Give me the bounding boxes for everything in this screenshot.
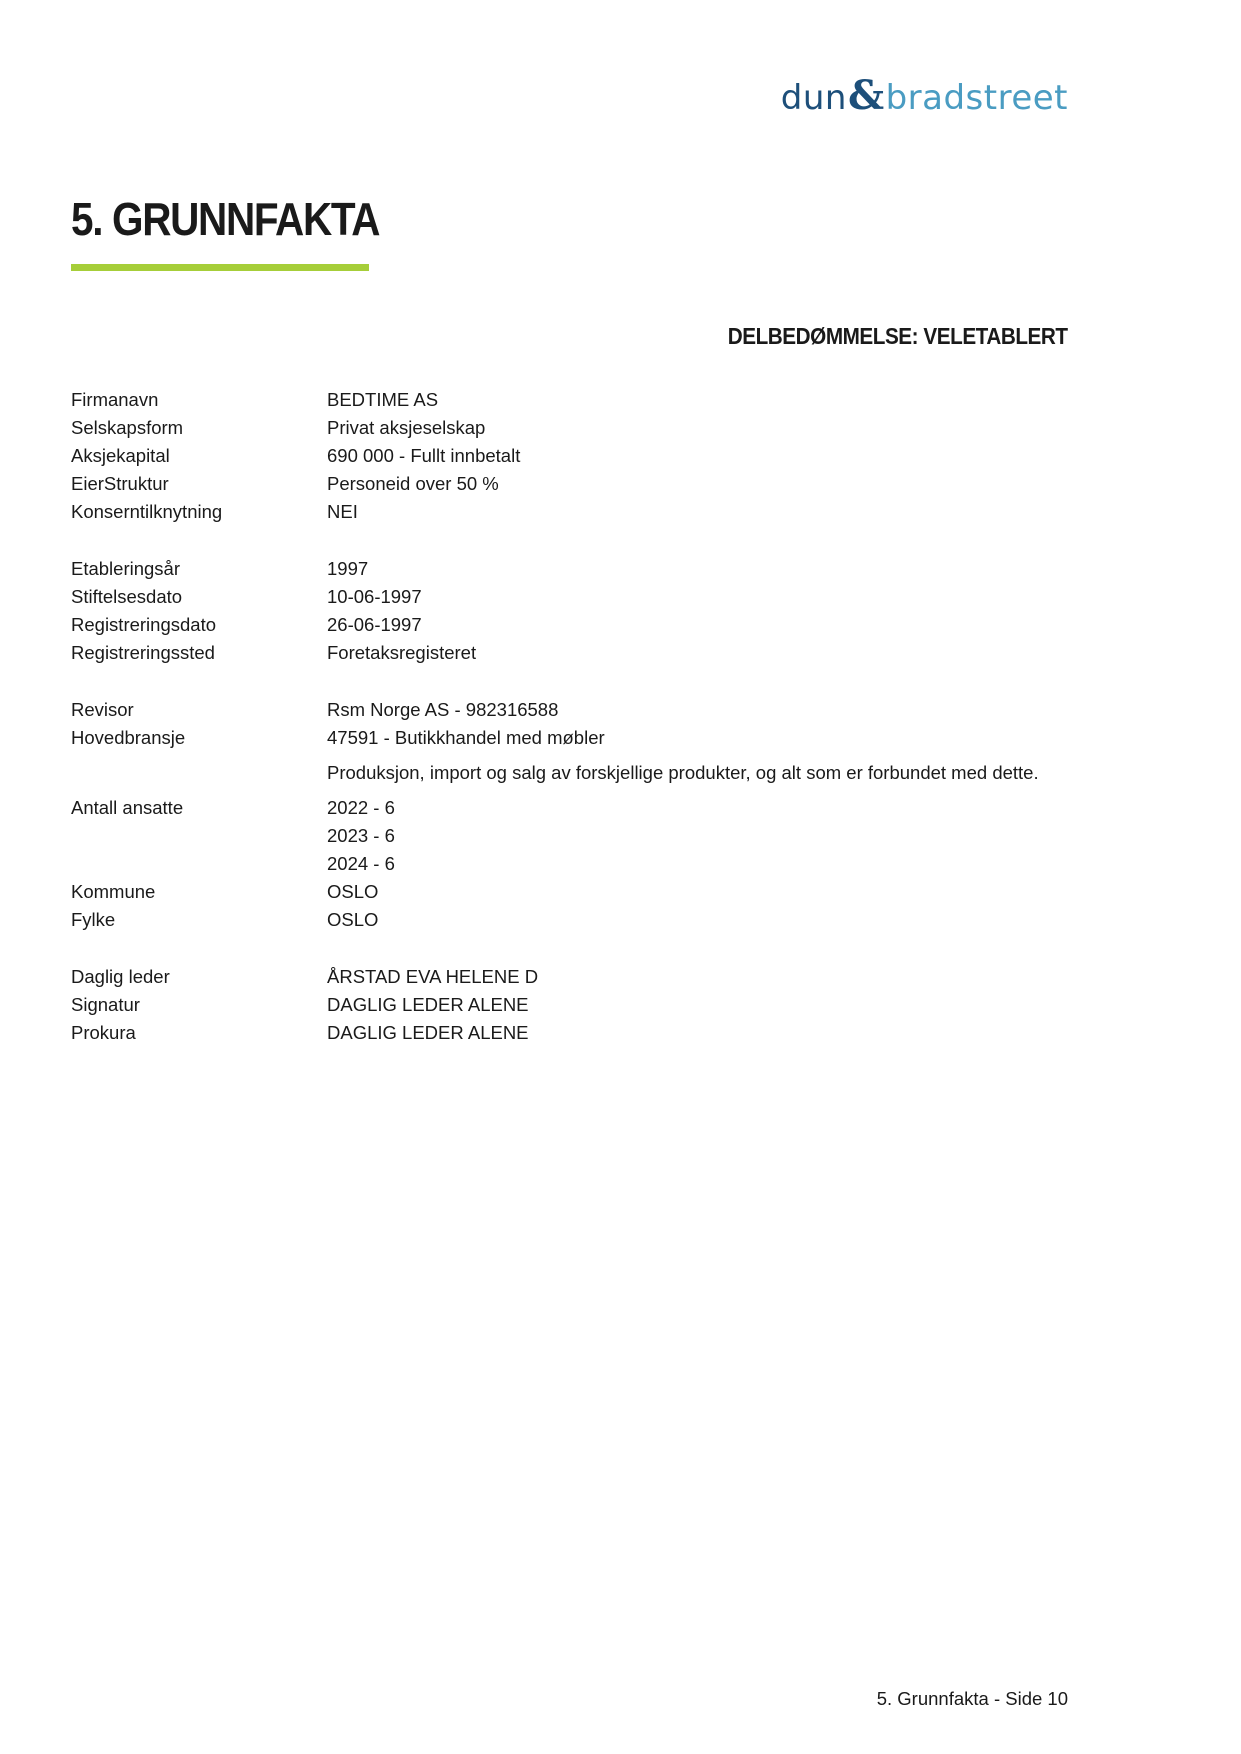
fact-row-registreringsdato xyxy=(71,611,1071,639)
fact-row-beskrivelse xyxy=(71,759,1071,787)
fact-row-stiftelsesdato xyxy=(71,583,1071,611)
title-underline xyxy=(71,264,369,271)
fact-value: 10-06-1997 xyxy=(327,586,422,607)
fact-label: Firmanavn xyxy=(71,389,159,410)
section-title: 5. GRUNNFAKTA xyxy=(71,193,380,245)
facts-table xyxy=(71,386,1071,1047)
fact-row-etableringsar xyxy=(71,555,1071,583)
fact-label: Selskapsform xyxy=(71,417,184,438)
fact-value-description: Produksjon, import og salg av forskjellige produkter, og alt som er forbundet med dette. xyxy=(327,762,1039,783)
fact-row-antall-ansatte xyxy=(71,794,1071,822)
fact-value: DAGLIG LEDER ALENE xyxy=(327,994,529,1015)
fact-label: Hovedbransje xyxy=(71,727,186,748)
fact-row-signatur xyxy=(71,991,1071,1019)
fact-row-antall-ansatte-3 xyxy=(71,850,1071,878)
fact-label-empty xyxy=(71,850,327,878)
fact-value: 2022 - 6 xyxy=(327,797,395,818)
fact-label: Revisor xyxy=(71,699,134,720)
fact-label: Antall ansatte xyxy=(71,797,184,818)
fact-value: 690 000 - Fullt innbetalt xyxy=(327,445,521,466)
fact-label: Prokura xyxy=(71,1022,136,1043)
fact-label: Daglig leder xyxy=(71,966,170,987)
fact-label: Fylke xyxy=(71,909,116,930)
fact-value: OSLO xyxy=(327,909,379,930)
logo-ampersand: & xyxy=(847,72,885,119)
page-footer: 5. Grunnfakta - Side 10 xyxy=(876,1688,1068,1709)
fact-value: Rsm Norge AS - 982316588 xyxy=(327,699,559,720)
fact-label: Stiftelsesdato xyxy=(71,586,183,607)
fact-row-aksjekapital xyxy=(71,442,1071,470)
spacer xyxy=(71,934,1071,963)
fact-value: BEDTIME AS xyxy=(327,389,439,410)
fact-label: Kommune xyxy=(71,881,156,902)
fact-label-empty xyxy=(71,759,327,787)
fact-value: 1997 xyxy=(327,558,369,579)
fact-row-daglig-leder xyxy=(71,963,1071,991)
fact-row-selskapsform xyxy=(71,414,1071,442)
fact-label: Registreringsdato xyxy=(71,614,216,635)
dun-bradstreet-logo xyxy=(780,72,1068,119)
fact-label: Aksjekapital xyxy=(71,445,170,466)
logo-text-dun: dun xyxy=(780,78,847,118)
fact-value: DAGLIG LEDER ALENE xyxy=(327,1022,529,1043)
fact-label: Konserntilknytning xyxy=(71,501,223,522)
fact-value: Privat aksjeselskap xyxy=(327,417,486,438)
fact-value: 2024 - 6 xyxy=(327,853,395,874)
fact-row-kommune xyxy=(71,878,1071,906)
fact-value: OSLO xyxy=(327,881,379,902)
logo-text-bradstreet: bradstreet xyxy=(885,78,1068,118)
fact-row-fylke xyxy=(71,906,1071,934)
fact-label: Etableringsår xyxy=(71,558,181,579)
fact-row-revisor xyxy=(71,696,1071,724)
spacer xyxy=(71,752,1071,759)
fact-row-hovedbransje xyxy=(71,724,1071,752)
fact-value: Foretaksregisteret xyxy=(327,642,477,663)
fact-value: ÅRSTAD EVA HELENE D xyxy=(327,966,539,987)
fact-value: NEI xyxy=(327,501,358,522)
fact-value: 2023 - 6 xyxy=(327,825,395,846)
fact-row-prokura xyxy=(71,1019,1071,1047)
fact-value: Personeid over 50 % xyxy=(327,473,499,494)
fact-label: EierStruktur xyxy=(71,473,169,494)
spacer xyxy=(71,667,1071,696)
fact-label: Registreringssted xyxy=(71,642,215,663)
fact-row-firmanavn xyxy=(71,386,1071,414)
sub-rating: DELBEDØMMELSE: VELETABLERT xyxy=(728,323,1068,349)
fact-row-konserntilknytning xyxy=(71,498,1071,526)
fact-label: Signatur xyxy=(71,994,140,1015)
fact-row-registreringssted xyxy=(71,639,1071,667)
fact-value: 47591 - Butikkhandel med møbler xyxy=(327,727,605,748)
fact-row-antall-ansatte-2 xyxy=(71,822,1071,850)
fact-value: 26-06-1997 xyxy=(327,614,422,635)
spacer xyxy=(71,526,1071,555)
fact-label-empty xyxy=(71,822,327,850)
fact-row-eierstruktur xyxy=(71,470,1071,498)
